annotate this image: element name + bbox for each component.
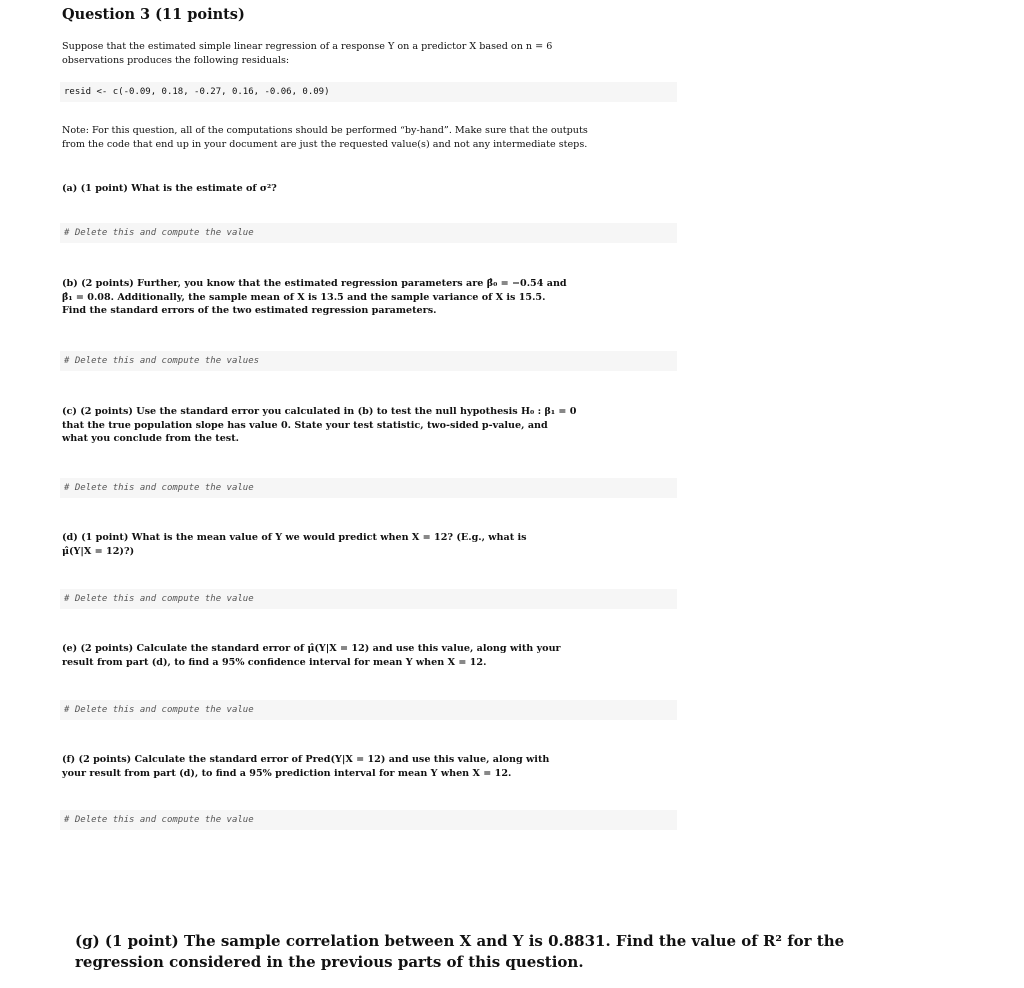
part-b-question <box>62 277 674 318</box>
part-e-code-block <box>60 700 677 720</box>
part-c-question <box>62 405 674 446</box>
part-c-code-block <box>60 478 677 498</box>
part-f-line-2: your result from part (d), to find a 95% prediction interval for mean Y when X = 12. <box>62 767 512 779</box>
intro-line-2: observations produces the following residuals: <box>62 54 290 66</box>
resid-code-block <box>60 82 677 102</box>
part-f-code-block <box>60 810 677 830</box>
part-d-code-block <box>60 589 677 609</box>
part-d-code: # Delete this and compute the value <box>64 594 254 604</box>
part-e-question <box>62 642 674 669</box>
part-f-question <box>62 753 674 780</box>
part-c-code: # Delete this and compute the value <box>64 483 254 493</box>
part-d-line-1: (d) (1 point) What is the mean value of Y we would predict when X = 12? (E.g., what is <box>62 532 527 543</box>
question-title: Question 3 (11 points) <box>62 6 245 23</box>
part-c-line-1: (c) (2 points) Use the standard error you calculated in (b) to test the null hypothesis H₀ : β₁ = 0 <box>62 406 577 417</box>
part-a-code: # Delete this and compute the value <box>64 228 254 238</box>
part-c-line-2: that the true population slope has value 0. State your test statistic, two-sided p-value, and <box>62 419 548 431</box>
note-line-2: from the code that end up in your document are just the requested value(s) and not any intermediate steps. <box>62 138 588 150</box>
part-b-line-1: (b) (2 points) Further, you know that the estimated regression parameters are β̂₀ = −0.54 and <box>62 278 567 289</box>
part-e-code: # Delete this and compute the value <box>64 705 254 715</box>
part-f-code: # Delete this and compute the value <box>64 815 254 825</box>
part-f-line-1: (f) (2 points) Calculate the standard error of Pred(Y|X = 12) and use this value, along with <box>62 754 550 765</box>
part-d-question <box>62 531 674 558</box>
note-paragraph <box>62 124 674 151</box>
intro-line-1: Suppose that the estimated simple linear regression of a response Y on a predictor X based on n = 6 <box>62 41 553 52</box>
part-a-question: (a) (1 point) What is the estimate of σ²? <box>62 183 277 194</box>
part-g-line-1: (g) (1 point) The sample correlation between X and Y is 0.8831. Find the value of R² for the <box>75 932 845 950</box>
part-b-code-block <box>60 351 677 371</box>
resid-code: resid <- c(-0.09, 0.18, -0.27, 0.16, -0.06, 0.09) <box>64 87 330 97</box>
intro-paragraph <box>62 40 674 67</box>
part-b-line-2: β̂₁ = 0.08. Additionally, the sample mean of X is 13.5 and the sample variance of X is 15.5. <box>62 291 546 303</box>
part-a-code-block <box>60 223 677 243</box>
part-g-line-2: regression considered in the previous parts of this question. <box>75 953 584 971</box>
part-e-line-1: (e) (2 points) Calculate the standard error of μ̂(Y|X = 12) and use this value, along with your <box>62 643 561 654</box>
part-e-line-2: result from part (d), to find a 95% confidence interval for mean Y when X = 12. <box>62 656 487 668</box>
part-c-line-3: what you conclude from the test. <box>62 433 239 444</box>
part-g-question <box>75 931 935 973</box>
note-line-1: Note: For this question, all of the computations should be performed “by-hand”. Make sure that the outputs <box>62 125 588 136</box>
part-b-line-3: Find the standard errors of the two estimated regression parameters. <box>62 305 437 316</box>
part-d-line-2: μ̂(Y|X = 12)?) <box>62 545 135 557</box>
part-b-code: # Delete this and compute the values <box>64 356 260 366</box>
